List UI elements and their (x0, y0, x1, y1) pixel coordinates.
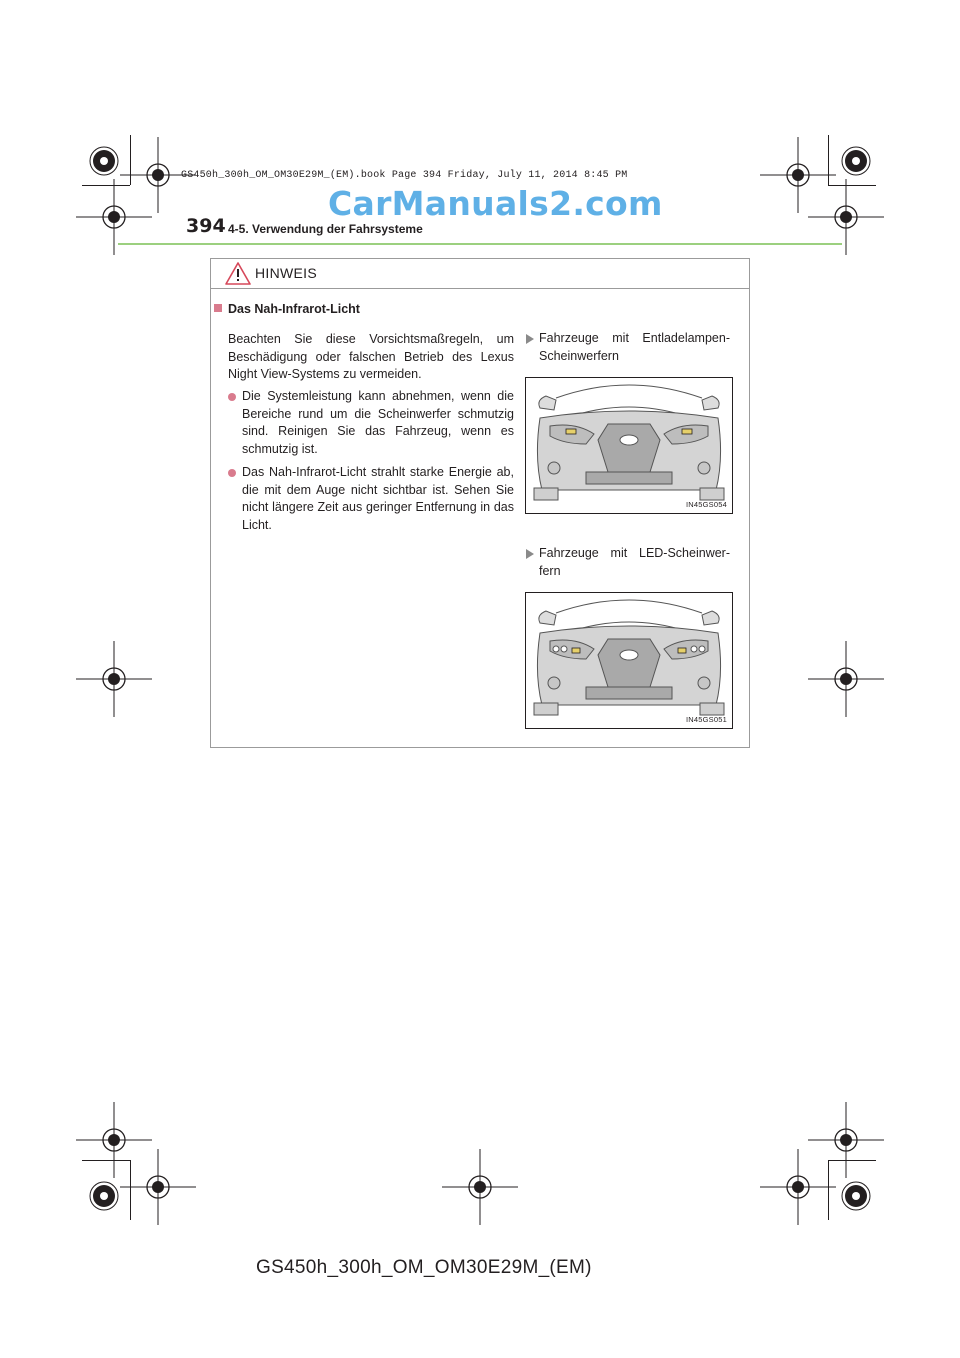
figure-led-headlights (525, 592, 733, 729)
variant-heading-discharge: Fahrzeuge mit Entladelampen-Scheinwerfern (526, 330, 730, 365)
intro-paragraph: Beachten Sie diese Vorsichtsmaßregeln, um Beschädigung oder falschen Betrieb des Lexus Night View-Systems zu vermeiden. (228, 332, 514, 381)
warning-triangle-icon (225, 262, 251, 285)
headlight-highlight (566, 429, 576, 434)
printer-target-icon (90, 1182, 118, 1210)
headlight-highlight (682, 429, 692, 434)
triangle-bullet-icon (526, 549, 534, 559)
watermark: CarManuals2.com (328, 184, 663, 223)
registration-mark-icon (120, 1149, 196, 1225)
list-item: Das Nah-Infrarot-Licht strahlt starke Energie ab, die mit dem Auge nicht sichtbar ist. Sehen Sie nicht längere Zeit aus geringer Entfernung in das Licht. (228, 464, 514, 534)
registration-mark-icon (76, 1102, 152, 1178)
notice-header (211, 259, 749, 289)
dot-bullet-icon (228, 393, 236, 401)
section-title: 4-5. Verwendung der Fahrsysteme (228, 222, 423, 236)
page-number: 394 (186, 215, 226, 237)
triangle-bullet-icon (526, 334, 534, 344)
car-front-illustration (526, 593, 732, 728)
list-item: Die Systemleistung kann abnehmen, wenn die Bereiche rund um die Scheinwerfer schmutzig sind. Reinigen Sie das Fahrzeug, wenn es schmutzig ist. (228, 388, 514, 458)
figure-code: IN45GS054 (686, 500, 727, 509)
registration-mark-icon (760, 1149, 836, 1225)
printer-target-icon (842, 147, 870, 175)
square-bullet-icon (214, 304, 222, 312)
header-rule (118, 243, 842, 245)
headlight-highlight (572, 648, 580, 653)
printer-target-icon (90, 147, 118, 175)
notice-subheading: Das Nah-Infrarot-Licht (214, 302, 360, 316)
headlight-highlight (678, 648, 686, 653)
notice-title: HINWEIS (255, 265, 317, 281)
dot-bullet-icon (228, 469, 236, 477)
footer-document-code: GS450h_300h_OM_OM30E29M_(EM) (256, 1257, 592, 1278)
figure-discharge-headlights (525, 377, 733, 514)
registration-mark-icon (808, 1102, 884, 1178)
figure-code: IN45GS051 (686, 715, 727, 724)
registration-mark-icon (76, 641, 152, 717)
variant-heading-led: Fahrzeuge mit LED-Scheinwer-fern (526, 545, 730, 580)
car-front-illustration (526, 378, 732, 513)
registration-mark-icon (760, 137, 836, 213)
registration-mark-icon (808, 641, 884, 717)
registration-mark-icon (442, 1149, 518, 1225)
printer-target-icon (842, 1182, 870, 1210)
book-info-line: GS450h_300h_OM_OM30E29M_(EM).book Page 394 Friday, July 11, 2014 8:45 PM (181, 170, 628, 181)
